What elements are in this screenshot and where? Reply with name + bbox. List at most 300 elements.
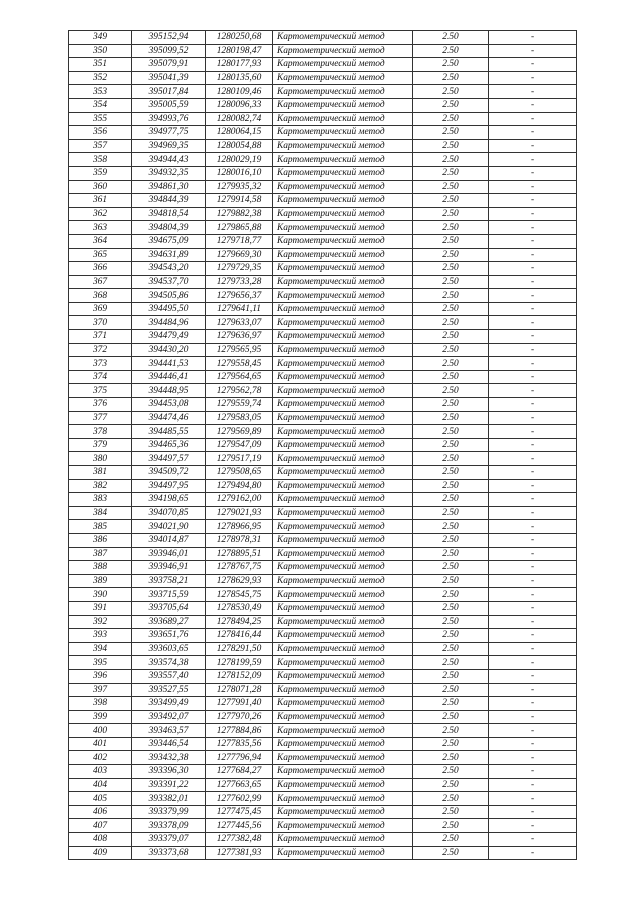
point-number-cell: 354 — [69, 98, 132, 112]
note-cell: - — [489, 139, 577, 153]
note-cell: - — [489, 343, 577, 357]
x-coordinate-cell: 393391,22 — [132, 778, 206, 792]
point-number-cell: 397 — [69, 683, 132, 697]
x-coordinate-cell: 393557,40 — [132, 669, 206, 683]
x-coordinate-cell: 393432,38 — [132, 751, 206, 765]
table-row — [69, 751, 577, 765]
note-cell: - — [489, 411, 577, 425]
point-number-cell: 357 — [69, 139, 132, 153]
x-coordinate-cell: 393379,07 — [132, 833, 206, 847]
method-cell: Картометрический метод — [273, 669, 413, 683]
x-coordinate-cell: 393446,54 — [132, 737, 206, 751]
point-number-cell: 392 — [69, 615, 132, 629]
accuracy-cell: 2.50 — [413, 765, 489, 779]
table-row — [69, 737, 577, 751]
note-cell: - — [489, 275, 577, 289]
accuracy-cell: 2.50 — [413, 588, 489, 602]
note-cell: - — [489, 166, 577, 180]
point-number-cell: 405 — [69, 792, 132, 806]
point-number-cell: 363 — [69, 221, 132, 235]
x-coordinate-cell: 394446,41 — [132, 370, 206, 384]
y-coordinate-cell: 1279583,05 — [206, 411, 273, 425]
table-row — [69, 180, 577, 194]
table-row — [69, 71, 577, 85]
y-coordinate-cell: 1278071,28 — [206, 683, 273, 697]
accuracy-cell: 2.50 — [413, 316, 489, 330]
accuracy-cell: 2.50 — [413, 520, 489, 534]
note-cell: - — [489, 805, 577, 819]
note-cell: - — [489, 561, 577, 575]
table-row — [69, 438, 577, 452]
accuracy-cell: 2.50 — [413, 533, 489, 547]
table-row — [69, 248, 577, 262]
note-cell: - — [489, 846, 577, 860]
note-cell: - — [489, 792, 577, 806]
note-cell: - — [489, 58, 577, 72]
point-number-cell: 403 — [69, 765, 132, 779]
point-number-cell: 386 — [69, 533, 132, 547]
x-coordinate-cell: 394844,39 — [132, 194, 206, 208]
table-row — [69, 683, 577, 697]
accuracy-cell: 2.50 — [413, 112, 489, 126]
note-cell: - — [489, 656, 577, 670]
table-row — [69, 98, 577, 112]
x-coordinate-cell: 393651,76 — [132, 629, 206, 643]
method-cell: Картометрический метод — [273, 221, 413, 235]
point-number-cell: 353 — [69, 85, 132, 99]
accuracy-cell: 2.50 — [413, 751, 489, 765]
table-row — [69, 520, 577, 534]
x-coordinate-cell: 394497,57 — [132, 452, 206, 466]
accuracy-cell: 2.50 — [413, 833, 489, 847]
note-cell: - — [489, 833, 577, 847]
accuracy-cell: 2.50 — [413, 343, 489, 357]
y-coordinate-cell: 1279636,97 — [206, 330, 273, 344]
table-row — [69, 506, 577, 520]
note-cell: - — [489, 370, 577, 384]
y-coordinate-cell: 1277475,45 — [206, 805, 273, 819]
note-cell: - — [489, 44, 577, 58]
table-row — [69, 275, 577, 289]
table-row — [69, 194, 577, 208]
y-coordinate-cell: 1278494,25 — [206, 615, 273, 629]
method-cell: Картометрический метод — [273, 370, 413, 384]
x-coordinate-cell: 393382,01 — [132, 792, 206, 806]
method-cell: Картометрический метод — [273, 765, 413, 779]
method-cell: Картометрический метод — [273, 112, 413, 126]
method-cell: Картометрический метод — [273, 180, 413, 194]
accuracy-cell: 2.50 — [413, 302, 489, 316]
accuracy-cell: 2.50 — [413, 58, 489, 72]
accuracy-cell: 2.50 — [413, 248, 489, 262]
point-number-cell: 379 — [69, 438, 132, 452]
accuracy-cell: 2.50 — [413, 656, 489, 670]
method-cell: Картометрический метод — [273, 438, 413, 452]
accuracy-cell: 2.50 — [413, 778, 489, 792]
table-row — [69, 819, 577, 833]
note-cell: - — [489, 126, 577, 140]
table-row — [69, 398, 577, 412]
point-number-cell: 396 — [69, 669, 132, 683]
table-row — [69, 792, 577, 806]
x-coordinate-cell: 394495,50 — [132, 302, 206, 316]
table-row — [69, 370, 577, 384]
x-coordinate-cell: 394932,35 — [132, 166, 206, 180]
method-cell: Картометрический метод — [273, 275, 413, 289]
method-cell: Картометрический метод — [273, 805, 413, 819]
x-coordinate-cell: 393396,30 — [132, 765, 206, 779]
accuracy-cell: 2.50 — [413, 479, 489, 493]
note-cell: - — [489, 357, 577, 371]
x-coordinate-cell: 394969,35 — [132, 139, 206, 153]
method-cell: Картометрический метод — [273, 533, 413, 547]
y-coordinate-cell: 1280016,10 — [206, 166, 273, 180]
point-number-cell: 408 — [69, 833, 132, 847]
y-coordinate-cell: 1278767,75 — [206, 561, 273, 575]
accuracy-cell: 2.50 — [413, 724, 489, 738]
x-coordinate-cell: 395079,91 — [132, 58, 206, 72]
accuracy-cell: 2.50 — [413, 71, 489, 85]
x-coordinate-cell: 393527,55 — [132, 683, 206, 697]
method-cell: Картометрический метод — [273, 642, 413, 656]
y-coordinate-cell: 1278545,75 — [206, 588, 273, 602]
accuracy-cell: 2.50 — [413, 642, 489, 656]
accuracy-cell: 2.50 — [413, 669, 489, 683]
point-number-cell: 398 — [69, 697, 132, 711]
y-coordinate-cell: 1277663,65 — [206, 778, 273, 792]
point-number-cell: 406 — [69, 805, 132, 819]
note-cell: - — [489, 588, 577, 602]
table-row — [69, 330, 577, 344]
table-row — [69, 479, 577, 493]
method-cell: Картометрический метод — [273, 411, 413, 425]
table-row — [69, 126, 577, 140]
accuracy-cell: 2.50 — [413, 370, 489, 384]
x-coordinate-cell: 393946,91 — [132, 561, 206, 575]
table-row — [69, 656, 577, 670]
method-cell: Картометрический метод — [273, 85, 413, 99]
table-row — [69, 805, 577, 819]
accuracy-cell: 2.50 — [413, 31, 489, 45]
table-row — [69, 44, 577, 58]
note-cell: - — [489, 302, 577, 316]
note-cell: - — [489, 493, 577, 507]
note-cell: - — [489, 398, 577, 412]
note-cell: - — [489, 221, 577, 235]
table-row — [69, 207, 577, 221]
table-row — [69, 588, 577, 602]
point-number-cell: 391 — [69, 601, 132, 615]
y-coordinate-cell: 1279162,00 — [206, 493, 273, 507]
y-coordinate-cell: 1278629,93 — [206, 574, 273, 588]
point-number-cell: 404 — [69, 778, 132, 792]
table-row — [69, 316, 577, 330]
table-row — [69, 574, 577, 588]
table-row — [69, 765, 577, 779]
y-coordinate-cell: 1279733,28 — [206, 275, 273, 289]
table-row — [69, 846, 577, 860]
table-row — [69, 262, 577, 276]
y-coordinate-cell: 1279633,07 — [206, 316, 273, 330]
method-cell: Картометрический метод — [273, 31, 413, 45]
table-row — [69, 221, 577, 235]
method-cell: Картометрический метод — [273, 697, 413, 711]
x-coordinate-cell: 395005,59 — [132, 98, 206, 112]
x-coordinate-cell: 394944,43 — [132, 153, 206, 167]
point-number-cell: 359 — [69, 166, 132, 180]
accuracy-cell: 2.50 — [413, 792, 489, 806]
note-cell: - — [489, 778, 577, 792]
point-number-cell: 409 — [69, 846, 132, 860]
x-coordinate-cell: 393499,49 — [132, 697, 206, 711]
accuracy-cell: 2.50 — [413, 466, 489, 480]
x-coordinate-cell: 393574,38 — [132, 656, 206, 670]
point-number-cell: 383 — [69, 493, 132, 507]
note-cell: - — [489, 153, 577, 167]
x-coordinate-cell: 393689,27 — [132, 615, 206, 629]
note-cell: - — [489, 765, 577, 779]
table-row — [69, 833, 577, 847]
x-coordinate-cell: 393705,64 — [132, 601, 206, 615]
table-row — [69, 139, 577, 153]
y-coordinate-cell: 1277381,93 — [206, 846, 273, 860]
accuracy-cell: 2.50 — [413, 153, 489, 167]
table-row — [69, 153, 577, 167]
point-number-cell: 349 — [69, 31, 132, 45]
accuracy-cell: 2.50 — [413, 221, 489, 235]
x-coordinate-cell: 394631,89 — [132, 248, 206, 262]
method-cell: Картометрический метод — [273, 737, 413, 751]
accuracy-cell: 2.50 — [413, 425, 489, 439]
y-coordinate-cell: 1277970,26 — [206, 710, 273, 724]
method-cell: Картометрический метод — [273, 724, 413, 738]
method-cell: Картометрический метод — [273, 98, 413, 112]
y-coordinate-cell: 1278291,50 — [206, 642, 273, 656]
point-number-cell: 400 — [69, 724, 132, 738]
y-coordinate-cell: 1280096,33 — [206, 98, 273, 112]
method-cell: Картометрический метод — [273, 316, 413, 330]
y-coordinate-cell: 1279569,89 — [206, 425, 273, 439]
accuracy-cell: 2.50 — [413, 547, 489, 561]
y-coordinate-cell: 1279882,38 — [206, 207, 273, 221]
y-coordinate-cell: 1278895,51 — [206, 547, 273, 561]
accuracy-cell: 2.50 — [413, 234, 489, 248]
x-coordinate-cell: 394993,76 — [132, 112, 206, 126]
point-number-cell: 361 — [69, 194, 132, 208]
x-coordinate-cell: 394543,20 — [132, 262, 206, 276]
method-cell: Картометрический метод — [273, 710, 413, 724]
x-coordinate-cell: 394453,08 — [132, 398, 206, 412]
point-number-cell: 394 — [69, 642, 132, 656]
y-coordinate-cell: 1279641,11 — [206, 302, 273, 316]
x-coordinate-cell: 393715,59 — [132, 588, 206, 602]
x-coordinate-cell: 394465,36 — [132, 438, 206, 452]
note-cell: - — [489, 642, 577, 656]
x-coordinate-cell: 394014,87 — [132, 533, 206, 547]
y-coordinate-cell: 1277382,48 — [206, 833, 273, 847]
table-row — [69, 697, 577, 711]
y-coordinate-cell: 1277835,56 — [206, 737, 273, 751]
method-cell: Картометрический метод — [273, 289, 413, 303]
note-cell: - — [489, 262, 577, 276]
point-number-cell: 380 — [69, 452, 132, 466]
method-cell: Картометрический метод — [273, 629, 413, 643]
method-cell: Картометрический метод — [273, 520, 413, 534]
accuracy-cell: 2.50 — [413, 819, 489, 833]
accuracy-cell: 2.50 — [413, 207, 489, 221]
method-cell: Картометрический метод — [273, 833, 413, 847]
coordinates-table — [68, 30, 577, 860]
point-number-cell: 399 — [69, 710, 132, 724]
table-row — [69, 601, 577, 615]
x-coordinate-cell: 395017,84 — [132, 85, 206, 99]
x-coordinate-cell: 393946,01 — [132, 547, 206, 561]
table-row — [69, 710, 577, 724]
table-row — [69, 85, 577, 99]
y-coordinate-cell: 1280198,47 — [206, 44, 273, 58]
note-cell: - — [489, 520, 577, 534]
table-row — [69, 384, 577, 398]
point-number-cell: 358 — [69, 153, 132, 167]
y-coordinate-cell: 1279669,30 — [206, 248, 273, 262]
x-coordinate-cell: 393463,57 — [132, 724, 206, 738]
accuracy-cell: 2.50 — [413, 180, 489, 194]
method-cell: Картометрический метод — [273, 357, 413, 371]
y-coordinate-cell: 1279562,78 — [206, 384, 273, 398]
x-coordinate-cell: 394448,95 — [132, 384, 206, 398]
accuracy-cell: 2.50 — [413, 98, 489, 112]
method-cell: Картометрический метод — [273, 194, 413, 208]
note-cell: - — [489, 112, 577, 126]
accuracy-cell: 2.50 — [413, 330, 489, 344]
y-coordinate-cell: 1280109,46 — [206, 85, 273, 99]
x-coordinate-cell: 394484,96 — [132, 316, 206, 330]
point-number-cell: 384 — [69, 506, 132, 520]
table-row — [69, 357, 577, 371]
note-cell: - — [489, 384, 577, 398]
y-coordinate-cell: 1280029,19 — [206, 153, 273, 167]
y-coordinate-cell: 1279656,37 — [206, 289, 273, 303]
x-coordinate-cell: 393492,07 — [132, 710, 206, 724]
note-cell: - — [489, 724, 577, 738]
point-number-cell: 407 — [69, 819, 132, 833]
x-coordinate-cell: 394198,65 — [132, 493, 206, 507]
y-coordinate-cell: 1279517,19 — [206, 452, 273, 466]
note-cell: - — [489, 697, 577, 711]
x-coordinate-cell: 394977,75 — [132, 126, 206, 140]
method-cell: Картометрический метод — [273, 139, 413, 153]
table-row — [69, 642, 577, 656]
point-number-cell: 378 — [69, 425, 132, 439]
x-coordinate-cell: 394505,86 — [132, 289, 206, 303]
y-coordinate-cell: 1277991,40 — [206, 697, 273, 711]
table-row — [69, 112, 577, 126]
note-cell: - — [489, 751, 577, 765]
note-cell: - — [489, 615, 577, 629]
accuracy-cell: 2.50 — [413, 126, 489, 140]
point-number-cell: 401 — [69, 737, 132, 751]
point-number-cell: 387 — [69, 547, 132, 561]
table-row — [69, 302, 577, 316]
y-coordinate-cell: 1279914,58 — [206, 194, 273, 208]
method-cell: Картометрический метод — [273, 588, 413, 602]
point-number-cell: 366 — [69, 262, 132, 276]
y-coordinate-cell: 1279729,35 — [206, 262, 273, 276]
method-cell: Картометрический метод — [273, 153, 413, 167]
method-cell: Картометрический метод — [273, 248, 413, 262]
y-coordinate-cell: 1279865,88 — [206, 221, 273, 235]
note-cell: - — [489, 425, 577, 439]
y-coordinate-cell: 1279508,65 — [206, 466, 273, 480]
table-row — [69, 58, 577, 72]
table-row — [69, 778, 577, 792]
method-cell: Картометрический метод — [273, 615, 413, 629]
point-number-cell: 390 — [69, 588, 132, 602]
y-coordinate-cell: 1278966,95 — [206, 520, 273, 534]
method-cell: Картометрический метод — [273, 601, 413, 615]
y-coordinate-cell: 1279559,74 — [206, 398, 273, 412]
method-cell: Картометрический метод — [273, 479, 413, 493]
accuracy-cell: 2.50 — [413, 411, 489, 425]
x-coordinate-cell: 393378,09 — [132, 819, 206, 833]
note-cell: - — [489, 601, 577, 615]
note-cell: - — [489, 71, 577, 85]
method-cell: Картометрический метод — [273, 751, 413, 765]
x-coordinate-cell: 394070,85 — [132, 506, 206, 520]
table-row — [69, 615, 577, 629]
point-number-cell: 362 — [69, 207, 132, 221]
accuracy-cell: 2.50 — [413, 194, 489, 208]
table-row — [69, 547, 577, 561]
point-number-cell: 368 — [69, 289, 132, 303]
point-number-cell: 373 — [69, 357, 132, 371]
method-cell: Картометрический метод — [273, 330, 413, 344]
point-number-cell: 367 — [69, 275, 132, 289]
x-coordinate-cell: 394509,72 — [132, 466, 206, 480]
accuracy-cell: 2.50 — [413, 289, 489, 303]
point-number-cell: 377 — [69, 411, 132, 425]
method-cell: Картометрический метод — [273, 561, 413, 575]
table-row — [69, 452, 577, 466]
x-coordinate-cell: 394479,49 — [132, 330, 206, 344]
y-coordinate-cell: 1279494,80 — [206, 479, 273, 493]
note-cell: - — [489, 248, 577, 262]
y-coordinate-cell: 1278416,44 — [206, 629, 273, 643]
method-cell: Картометрический метод — [273, 574, 413, 588]
table-row — [69, 493, 577, 507]
point-number-cell: 372 — [69, 343, 132, 357]
accuracy-cell: 2.50 — [413, 357, 489, 371]
x-coordinate-cell: 393758,21 — [132, 574, 206, 588]
y-coordinate-cell: 1280135,60 — [206, 71, 273, 85]
accuracy-cell: 2.50 — [413, 262, 489, 276]
table-row — [69, 234, 577, 248]
x-coordinate-cell: 394485,55 — [132, 425, 206, 439]
y-coordinate-cell: 1279564,65 — [206, 370, 273, 384]
table-row — [69, 629, 577, 643]
accuracy-cell: 2.50 — [413, 139, 489, 153]
table-row — [69, 425, 577, 439]
method-cell: Картометрический метод — [273, 547, 413, 561]
y-coordinate-cell: 1277602,99 — [206, 792, 273, 806]
note-cell: - — [489, 180, 577, 194]
method-cell: Картометрический метод — [273, 778, 413, 792]
note-cell: - — [489, 31, 577, 45]
point-number-cell: 365 — [69, 248, 132, 262]
point-number-cell: 374 — [69, 370, 132, 384]
table-row — [69, 669, 577, 683]
accuracy-cell: 2.50 — [413, 166, 489, 180]
